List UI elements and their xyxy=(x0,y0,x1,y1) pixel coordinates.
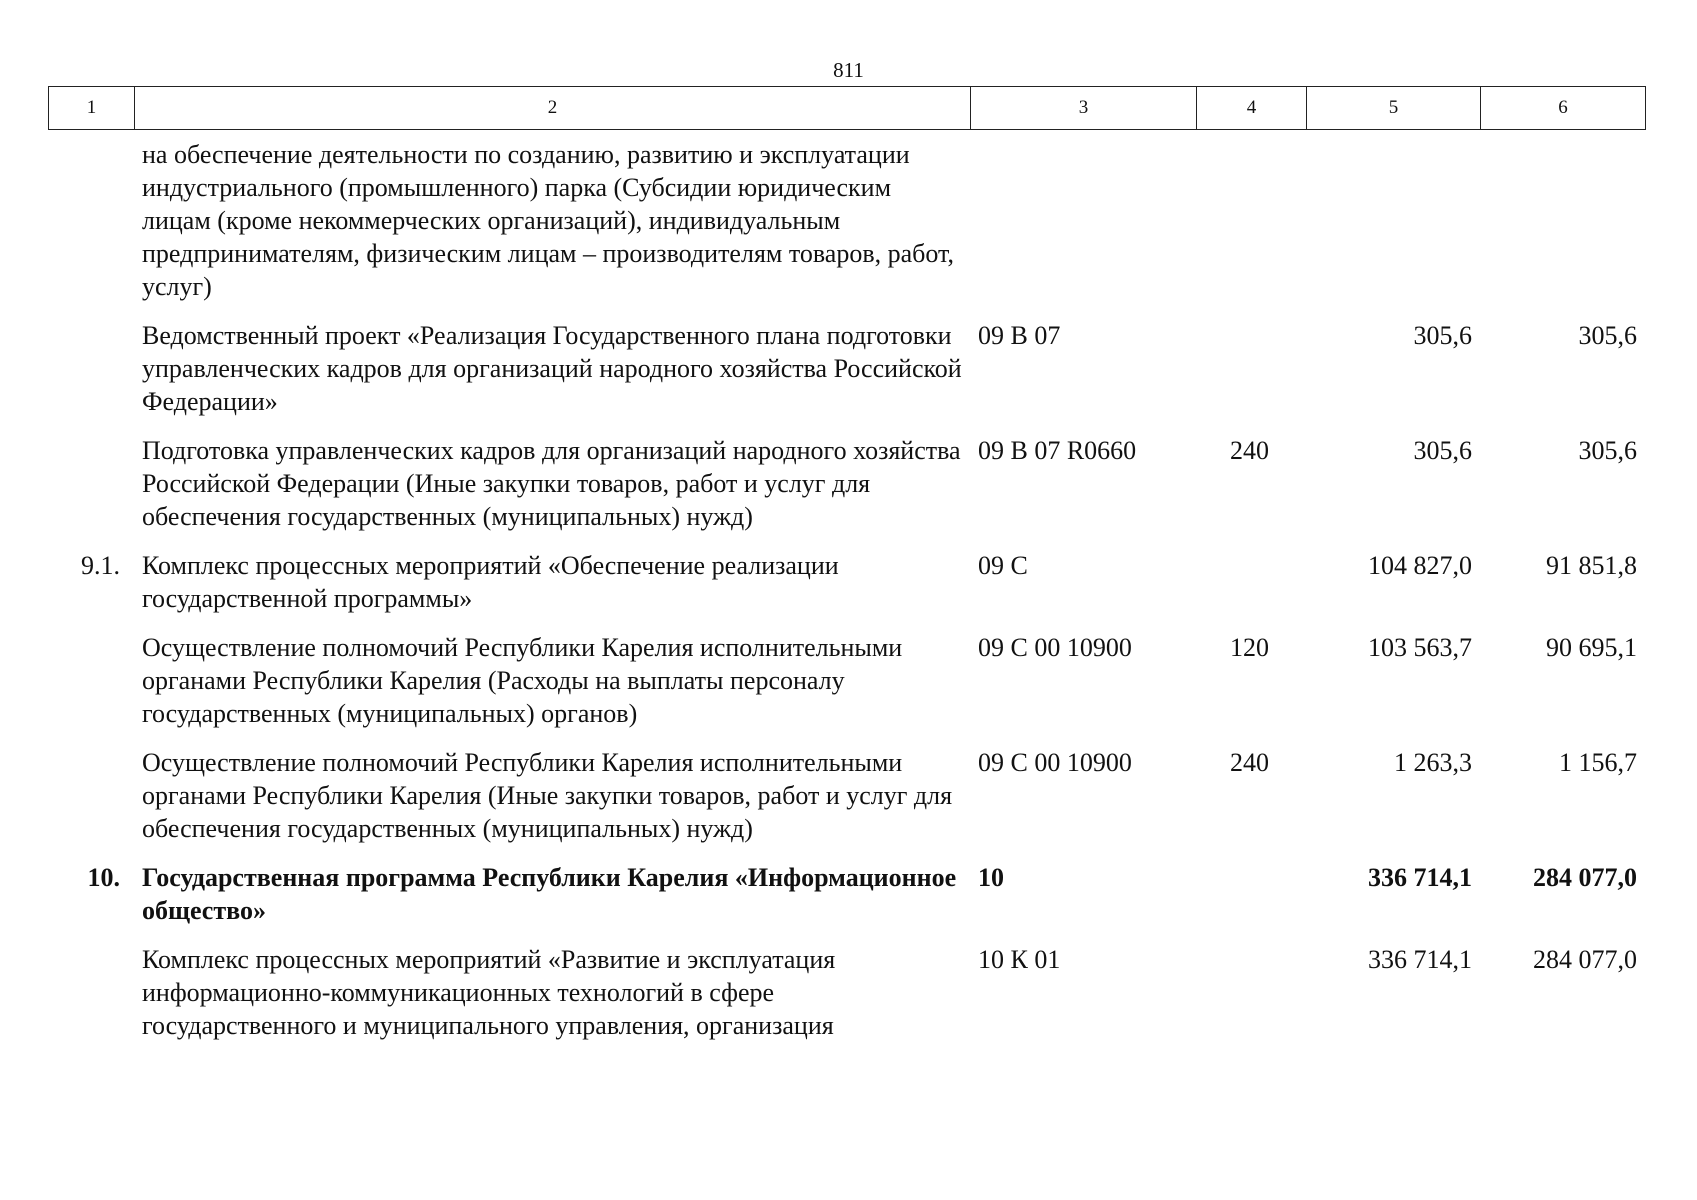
row-number xyxy=(48,943,134,1058)
row-expense-type xyxy=(1196,319,1306,434)
row-code xyxy=(970,138,1196,319)
table-row xyxy=(48,319,1645,434)
row-description: Ведомственный проект «Реализация Государственного плана подготовки управленческих кадров для организаций народного хозяйства Российской Федерации» xyxy=(142,321,962,416)
row-amount-1: 1 263,3 xyxy=(1394,748,1472,777)
row-amount-1: 305,6 xyxy=(1413,321,1472,350)
row-amount-1: 336 714,1 xyxy=(1368,863,1472,892)
column-header-1: 1 xyxy=(49,87,135,130)
row-amount-2: 305,6 xyxy=(1578,436,1637,465)
row-amount-1 xyxy=(1306,138,1480,319)
row-number: 9.1. xyxy=(81,551,120,580)
table-row xyxy=(48,549,1645,631)
row-amount-2: 305,6 xyxy=(1578,321,1637,350)
row-description: Подготовка управленческих кадров для организаций народного хозяйства Российской Федерации (Иные закупки товаров, работ и услуг для обеспечения государственных (муниципальных) нужд) xyxy=(142,436,961,531)
row-expense-type xyxy=(1196,138,1306,319)
row-number xyxy=(48,138,134,319)
row-code: 09 В 07 xyxy=(978,321,1061,350)
column-header-3: 3 xyxy=(971,87,1197,130)
row-number: 10. xyxy=(87,863,120,892)
row-description: на обеспечение деятельности по созданию, развитию и эксплуатации индустриального (промышленного) парка (Субсидии юридическим лицам (кроме некоммерческих организаций), индивидуальным предпринимателям, физическим лицам – производителям товаров, работ, услуг) xyxy=(142,140,954,301)
row-amount-2: 1 156,7 xyxy=(1559,748,1637,777)
table-row-program-total xyxy=(48,861,1645,943)
row-amount-2: 284 077,0 xyxy=(1533,945,1637,974)
row-amount-1: 305,6 xyxy=(1413,436,1472,465)
row-expense-type xyxy=(1196,861,1306,943)
row-expense-type: 240 xyxy=(1230,748,1269,777)
table-row xyxy=(48,746,1645,861)
row-description: Государственная программа Республики Карелия «Информационное общество» xyxy=(142,863,957,925)
page-number: 811 xyxy=(833,58,864,82)
row-code: 10 xyxy=(978,863,1004,892)
row-amount-1: 103 563,7 xyxy=(1368,633,1472,662)
row-code: 09 В 07 R0660 xyxy=(978,436,1137,465)
row-code: 09 С xyxy=(978,551,1028,580)
column-header-5: 5 xyxy=(1307,87,1481,130)
row-number xyxy=(48,631,134,746)
row-code: 09 С 00 10900 xyxy=(978,748,1132,777)
row-expense-type xyxy=(1196,943,1306,1058)
row-amount-2: 91 851,8 xyxy=(1546,551,1637,580)
row-expense-type: 240 xyxy=(1230,436,1269,465)
table-row xyxy=(48,434,1645,549)
row-number xyxy=(48,746,134,861)
budget-table xyxy=(48,138,1645,1058)
table-row xyxy=(48,943,1645,1058)
row-number xyxy=(48,434,134,549)
row-description: Осуществление полномочий Республики Карелия исполнительными органами Республики Карелия (Иные закупки товаров, работ и услуг для обеспечения государственных (муниципальных) нужд) xyxy=(142,748,953,843)
column-header-row xyxy=(48,86,1646,130)
table-row xyxy=(48,138,1645,319)
row-code: 09 С 00 10900 xyxy=(978,633,1132,662)
row-amount-2: 90 695,1 xyxy=(1546,633,1637,662)
table-row xyxy=(48,631,1645,746)
row-expense-type xyxy=(1196,549,1306,631)
row-description: Комплекс процессных мероприятий «Развитие и эксплуатация информационно-коммуникационных технологий в сфере государственного и муниципального управления, организация xyxy=(142,945,836,1040)
row-description: Осуществление полномочий Республики Карелия исполнительными органами Республики Карелия (Расходы на выплаты персоналу государственных (муниципальных) органов) xyxy=(142,633,903,728)
row-expense-type: 120 xyxy=(1230,633,1269,662)
row-amount-1: 104 827,0 xyxy=(1368,551,1472,580)
column-header-4: 4 xyxy=(1197,87,1307,130)
row-amount-2 xyxy=(1480,138,1645,319)
column-header-2: 2 xyxy=(135,87,971,130)
row-number xyxy=(48,319,134,434)
column-header-6: 6 xyxy=(1481,87,1646,130)
row-description: Комплекс процессных мероприятий «Обеспечение реализации государственной программы» xyxy=(142,551,839,613)
row-amount-2: 284 077,0 xyxy=(1533,863,1637,892)
row-amount-1: 336 714,1 xyxy=(1368,945,1472,974)
row-code: 10 К 01 xyxy=(978,945,1061,974)
